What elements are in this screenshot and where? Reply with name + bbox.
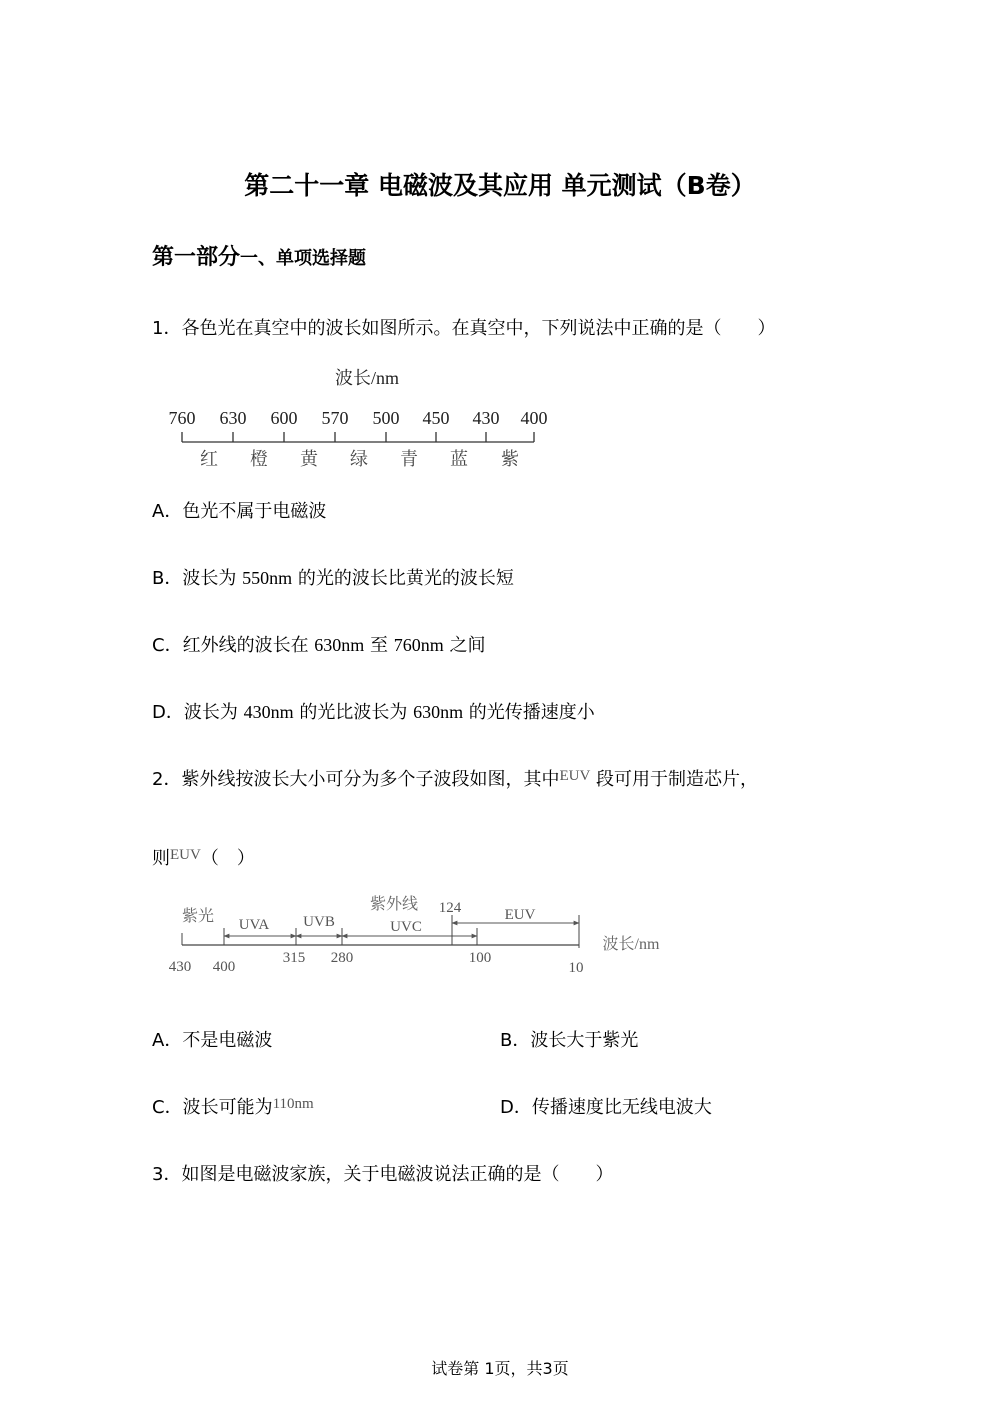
color-label: 青 bbox=[400, 449, 418, 469]
q2-option-d: D．传播速度比无线电波大 bbox=[500, 1097, 712, 1118]
tick-label: 450 bbox=[422, 408, 450, 428]
color-label: 黄 bbox=[300, 449, 318, 469]
question-2-stem bbox=[152, 765, 758, 791]
violet-label: 紫光 bbox=[181, 908, 215, 925]
page-title: 第二十一章 电磁波及其应用 单元测试（B卷） bbox=[244, 171, 756, 200]
page-footer: 试卷第 1页，共3页 bbox=[431, 1359, 569, 1378]
tick-label: 600 bbox=[270, 408, 298, 428]
tick-label: 430 bbox=[472, 408, 500, 428]
option-number: 630nm bbox=[314, 635, 365, 655]
wavelength-spectrum-figure bbox=[160, 362, 560, 474]
tick-label-124: 124 bbox=[438, 900, 462, 916]
uvc-label: UVC bbox=[390, 919, 422, 935]
tick-label-10: 10 bbox=[568, 960, 584, 976]
tick-label: 500 bbox=[372, 408, 400, 428]
option-number: 630nm bbox=[413, 702, 464, 722]
euv-inline: EUV bbox=[170, 847, 201, 863]
question-3-stem: 3．如图是电磁波家族，关于电磁波说法正确的是（ ） bbox=[152, 1164, 614, 1185]
color-label: 紫 bbox=[501, 449, 519, 469]
uvb-label: UVB bbox=[303, 914, 335, 930]
uva-label: UVA bbox=[238, 917, 270, 933]
option-text: C．波长可能为 bbox=[152, 1097, 273, 1118]
tick-label: 630 bbox=[219, 408, 247, 428]
q1-option-c bbox=[152, 631, 486, 657]
option-number: 430nm bbox=[243, 702, 294, 722]
uv-band-figure bbox=[160, 890, 680, 982]
color-label: 橙 bbox=[250, 449, 268, 469]
tick-label-100: 100 bbox=[468, 950, 492, 966]
stem-text: 则 bbox=[152, 848, 170, 869]
option-text: C．红外线的波长在 bbox=[152, 635, 315, 656]
section-heading bbox=[152, 240, 366, 271]
euv-inline: EUV bbox=[559, 768, 591, 784]
q2-option-b: B．波长大于紫光 bbox=[500, 1030, 639, 1051]
option-text: B．波长为 bbox=[152, 568, 243, 589]
option-number: 110nm bbox=[272, 1096, 314, 1112]
option-number: 550nm bbox=[242, 568, 293, 588]
color-label: 蓝 bbox=[450, 449, 468, 469]
tick-label: 570 bbox=[321, 408, 349, 428]
uv-label: 紫外线 bbox=[369, 896, 419, 913]
figure-label: 波长/nm bbox=[334, 368, 400, 388]
option-text: 之间 bbox=[443, 635, 486, 656]
unit-label: 波长/nm bbox=[602, 936, 660, 953]
euv-label: EUV bbox=[504, 907, 536, 923]
tick-label-430: 430 bbox=[168, 959, 192, 975]
tick-label-400: 400 bbox=[212, 959, 236, 975]
q2-option-a: A．不是电磁波 bbox=[152, 1030, 273, 1051]
stem-text: （ ） bbox=[200, 848, 255, 869]
q1-option-a: A．色光不属于电磁波 bbox=[152, 501, 327, 522]
section-part: 第一部分 bbox=[152, 245, 241, 270]
q1-option-b bbox=[152, 564, 514, 590]
color-label: 红 bbox=[200, 449, 218, 469]
tick-label-280: 280 bbox=[330, 950, 354, 966]
option-text: D．波长为 bbox=[152, 702, 244, 723]
option-text: 的光比波长为 bbox=[293, 702, 414, 723]
question-1-stem: 1．各色光在真空中的波长如图所示。在真空中，下列说法中正确的是（ ） bbox=[152, 318, 776, 339]
tick-label: 760 bbox=[168, 408, 196, 428]
option-number: 760nm bbox=[393, 635, 444, 655]
stem-text: 2．紫外线按波长大小可分为多个子波段如图，其中 bbox=[152, 769, 560, 790]
stem-text: 段可用于制造芯片， bbox=[590, 769, 759, 790]
q2-option-c bbox=[152, 1093, 314, 1119]
tick-label-315: 315 bbox=[282, 950, 306, 966]
q1-option-d bbox=[152, 698, 595, 724]
question-2-stem-line2 bbox=[152, 844, 255, 870]
color-label: 绿 bbox=[350, 449, 368, 469]
option-text: 的光的波长比黄光的波长短 bbox=[292, 568, 514, 589]
option-text: 至 bbox=[364, 635, 394, 656]
section-label: 一、单项选择题 bbox=[240, 248, 367, 269]
tick-label: 400 bbox=[520, 408, 548, 428]
option-text: 的光传播速度小 bbox=[463, 702, 595, 723]
